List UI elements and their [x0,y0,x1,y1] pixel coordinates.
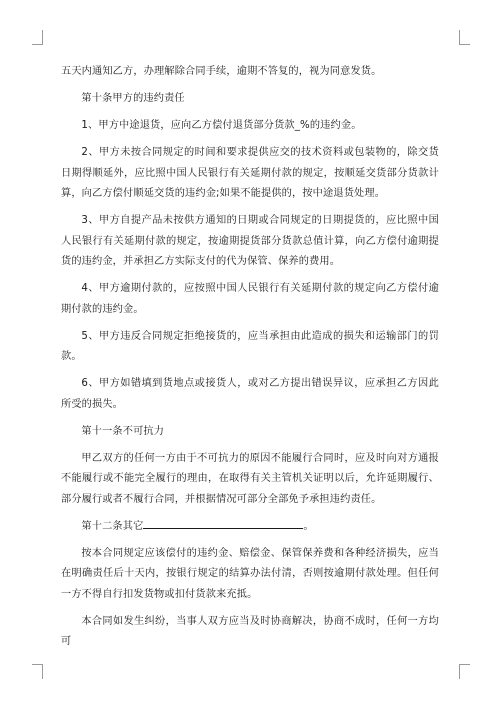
heading-article-12-end: 。 [303,520,314,532]
clause-10-5: 5、甲方违反合同规定拒绝接货的，应当承担由此造成的损失和运输部门的罚款。 [61,330,439,362]
heading-article-11: 第十一条不可抗力 [81,425,165,437]
clause-10-1: 1、甲方中途退货，应向乙方偿付退货部分货款_%的违约金。 [81,120,362,131]
crop-mark-bottom-left [32,664,43,679]
fill-in-blank [143,518,303,529]
clause-10-4: 4、甲方逾期付款的，应按照中国人民银行有关延期付款的规定向乙方偿付逾期付款的违约金。 [61,283,439,315]
clause-10-3: 3、甲方自提产品未按供方通知的日期或合同规定的日期提货的，应比照中国人民银行有关延期付款的规定，按逾期提货部分货款总值计算，向乙方偿付逾期提货的违约金，并承担乙方实际支付的代为保管、保养的费用。 [61,215,439,267]
crop-mark-top-right [459,30,470,45]
clause-10-6: 6、甲方如错填到货地点或接货人，或对乙方提出错误异议，应承担乙方因此所受的损失。 [61,378,439,410]
heading-article-10: 第十条甲方的违约责任 [81,93,185,104]
heading-article-12 [61,517,439,538]
article-12-text-2: 本合同如发生纠纷，当事人双方应当及时协商解决，协商不成时，任何一方均可 [61,615,439,647]
crop-mark-top-left [32,30,43,45]
article-12-text-1: 按本合同规定应该偿付的违约金、赔偿金、保管保养费和各种经济损失，应当在明确责任后十天内，按银行规定的结算办法付清，否则按逾期付款处理。但任何一方不得自行扣发货物或扣付货款来充抵。 [61,547,439,600]
heading-article-12-label: 第十二条其它 [81,520,144,532]
article-11-text: 甲乙双方的任何一方由于不可抗力的原因不能履行合同时，应及时向对方通报不能履行或不能完全履行的理由，在取得有关主管机关证明以后，允许延期履行、部分履行或者不履行合同，并根据情况可部分全部免予承担违约责任。 [61,452,439,505]
clause-10-2: 2、甲方未按合同规定的时间和要求提供应交的技术资料或包装物的，除交货日期得顺延外，应比照中国人民银行有关延期付款的规定，按顺延交货部分货款计算，向乙方偿付顺延交货的违约金;如果不能提供的，按中途退货处理。 [61,147,439,199]
crop-mark-bottom-right [459,664,470,679]
document-body [61,62,439,659]
paragraph-continuation: 五天内通知乙方，办理解除合同手续，逾期不答复的，视为同意发货。 [61,66,382,77]
